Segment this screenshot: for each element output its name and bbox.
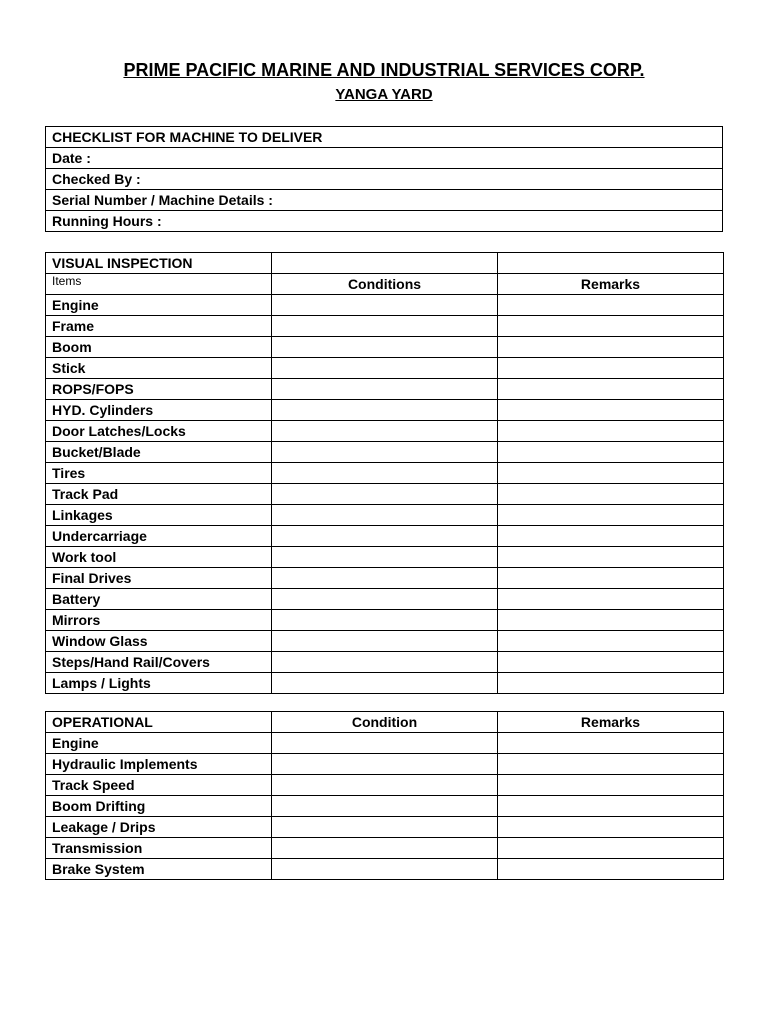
remarks-cell[interactable]: [498, 400, 724, 421]
visual-section-row: [46, 253, 724, 274]
remarks-cell[interactable]: [498, 337, 724, 358]
operational-item-row: [46, 817, 724, 838]
info-row: [46, 211, 723, 232]
item-label: Boom Drifting: [46, 796, 272, 817]
condition-cell[interactable]: [272, 295, 498, 316]
operational-item-row: [46, 838, 724, 859]
item-label: Engine: [46, 733, 272, 754]
item-label: Linkages: [46, 505, 272, 526]
remarks-cell[interactable]: [498, 295, 724, 316]
condition-cell[interactable]: [272, 673, 498, 694]
operational-item-row: [46, 754, 724, 775]
remarks-cell[interactable]: [498, 547, 724, 568]
condition-cell[interactable]: [272, 838, 498, 859]
remarks-cell[interactable]: [498, 673, 724, 694]
info-row: [46, 190, 723, 211]
visual-item-row: [46, 337, 724, 358]
info-table: [45, 126, 723, 232]
condition-cell[interactable]: [272, 775, 498, 796]
remarks-cell[interactable]: [498, 631, 724, 652]
visual-item-row: [46, 505, 724, 526]
item-label: Leakage / Drips: [46, 817, 272, 838]
remarks-cell[interactable]: [498, 589, 724, 610]
item-label: Door Latches/Locks: [46, 421, 272, 442]
remarks-header: Remarks: [498, 274, 724, 295]
item-label: Mirrors: [46, 610, 272, 631]
condition-cell[interactable]: [272, 652, 498, 673]
item-label: Track Speed: [46, 775, 272, 796]
visual-item-row: [46, 673, 724, 694]
visual-inspection-table: [45, 252, 724, 694]
remarks-cell[interactable]: [498, 421, 724, 442]
item-label: Steps/Hand Rail/Covers: [46, 652, 272, 673]
condition-cell[interactable]: [272, 796, 498, 817]
item-label: Brake System: [46, 859, 272, 880]
condition-cell[interactable]: [272, 547, 498, 568]
visual-item-row: [46, 400, 724, 421]
condition-header: Condition: [272, 712, 498, 733]
item-label: HYD. Cylinders: [46, 400, 272, 421]
condition-cell[interactable]: [272, 589, 498, 610]
item-label: Stick: [46, 358, 272, 379]
operational-table: [45, 711, 724, 880]
visual-item-row: [46, 631, 724, 652]
item-label: Window Glass: [46, 631, 272, 652]
remarks-cell[interactable]: [498, 442, 724, 463]
visual-item-row: [46, 463, 724, 484]
info-cell[interactable]: Serial Number / Machine Details :: [46, 190, 723, 211]
condition-cell[interactable]: [272, 400, 498, 421]
condition-cell[interactable]: [272, 754, 498, 775]
condition-cell[interactable]: [272, 568, 498, 589]
condition-cell[interactable]: [272, 817, 498, 838]
remarks-cell[interactable]: [498, 817, 724, 838]
item-label: Battery: [46, 589, 272, 610]
remarks-cell[interactable]: [498, 526, 724, 547]
visual-blank-cell: [498, 253, 724, 274]
item-label: Hydraulic Implements: [46, 754, 272, 775]
visual-header-row: [46, 274, 724, 295]
info-cell[interactable]: Checked By :: [46, 169, 723, 190]
remarks-cell[interactable]: [498, 796, 724, 817]
info-cell[interactable]: CHECKLIST FOR MACHINE TO DELIVER: [46, 127, 723, 148]
item-label: Boom: [46, 337, 272, 358]
condition-cell[interactable]: [272, 379, 498, 400]
condition-cell[interactable]: [272, 631, 498, 652]
remarks-cell[interactable]: [498, 358, 724, 379]
item-label: Frame: [46, 316, 272, 337]
item-label: Track Pad: [46, 484, 272, 505]
info-cell[interactable]: Running Hours :: [46, 211, 723, 232]
condition-cell[interactable]: [272, 733, 498, 754]
condition-cell[interactable]: [272, 442, 498, 463]
item-label: Work tool: [46, 547, 272, 568]
operational-section-title: OPERATIONAL: [46, 712, 272, 733]
item-label: Final Drives: [46, 568, 272, 589]
condition-cell[interactable]: [272, 463, 498, 484]
condition-cell[interactable]: [272, 610, 498, 631]
remarks-cell[interactable]: [498, 316, 724, 337]
remarks-cell[interactable]: [498, 484, 724, 505]
visual-item-row: [46, 610, 724, 631]
info-row: [46, 127, 723, 148]
conditions-header: Conditions: [272, 274, 498, 295]
operational-item-row: [46, 733, 724, 754]
operational-header-row: [46, 712, 724, 733]
remarks-header: Remarks: [498, 712, 724, 733]
visual-item-row: [46, 379, 724, 400]
visual-item-row: [46, 526, 724, 547]
visual-item-row: [46, 547, 724, 568]
visual-item-row: [46, 358, 724, 379]
visual-item-row: [46, 421, 724, 442]
visual-blank-cell: [272, 253, 498, 274]
info-row: [46, 148, 723, 169]
visual-section-title: VISUAL INSPECTION: [46, 253, 272, 274]
condition-cell[interactable]: [272, 505, 498, 526]
items-label: Items: [46, 274, 272, 295]
visual-item-row: [46, 589, 724, 610]
condition-cell[interactable]: [272, 358, 498, 379]
remarks-cell[interactable]: [498, 652, 724, 673]
remarks-cell[interactable]: [498, 379, 724, 400]
item-label: Bucket/Blade: [46, 442, 272, 463]
visual-item-row: [46, 484, 724, 505]
info-row: [46, 169, 723, 190]
item-label: Tires: [46, 463, 272, 484]
remarks-cell[interactable]: [498, 775, 724, 796]
item-label: Undercarriage: [46, 526, 272, 547]
item-label: Engine: [46, 295, 272, 316]
item-label: ROPS/FOPS: [46, 379, 272, 400]
remarks-cell[interactable]: [498, 859, 724, 880]
item-label: Transmission: [46, 838, 272, 859]
operational-item-row: [46, 796, 724, 817]
company-title: PRIME PACIFIC MARINE AND INDUSTRIAL SERVICES CORP.: [123, 60, 645, 80]
operational-item-row: [46, 859, 724, 880]
remarks-cell[interactable]: [498, 733, 724, 754]
condition-cell[interactable]: [272, 337, 498, 358]
remarks-cell[interactable]: [498, 754, 724, 775]
visual-item-row: [46, 568, 724, 589]
condition-cell[interactable]: [272, 316, 498, 337]
visual-item-row: [46, 295, 724, 316]
remarks-cell[interactable]: [498, 568, 724, 589]
info-cell[interactable]: Date :: [46, 148, 723, 169]
remarks-cell[interactable]: [498, 505, 724, 526]
condition-cell[interactable]: [272, 421, 498, 442]
visual-item-row: [46, 652, 724, 673]
location-subtitle: YANGA YARD: [335, 86, 433, 103]
visual-item-row: [46, 442, 724, 463]
remarks-cell[interactable]: [498, 463, 724, 484]
condition-cell[interactable]: [272, 859, 498, 880]
remarks-cell[interactable]: [498, 838, 724, 859]
condition-cell[interactable]: [272, 526, 498, 547]
item-label: Lamps / Lights: [46, 673, 272, 694]
condition-cell[interactable]: [272, 484, 498, 505]
visual-item-row: [46, 316, 724, 337]
operational-item-row: [46, 775, 724, 796]
remarks-cell[interactable]: [498, 610, 724, 631]
